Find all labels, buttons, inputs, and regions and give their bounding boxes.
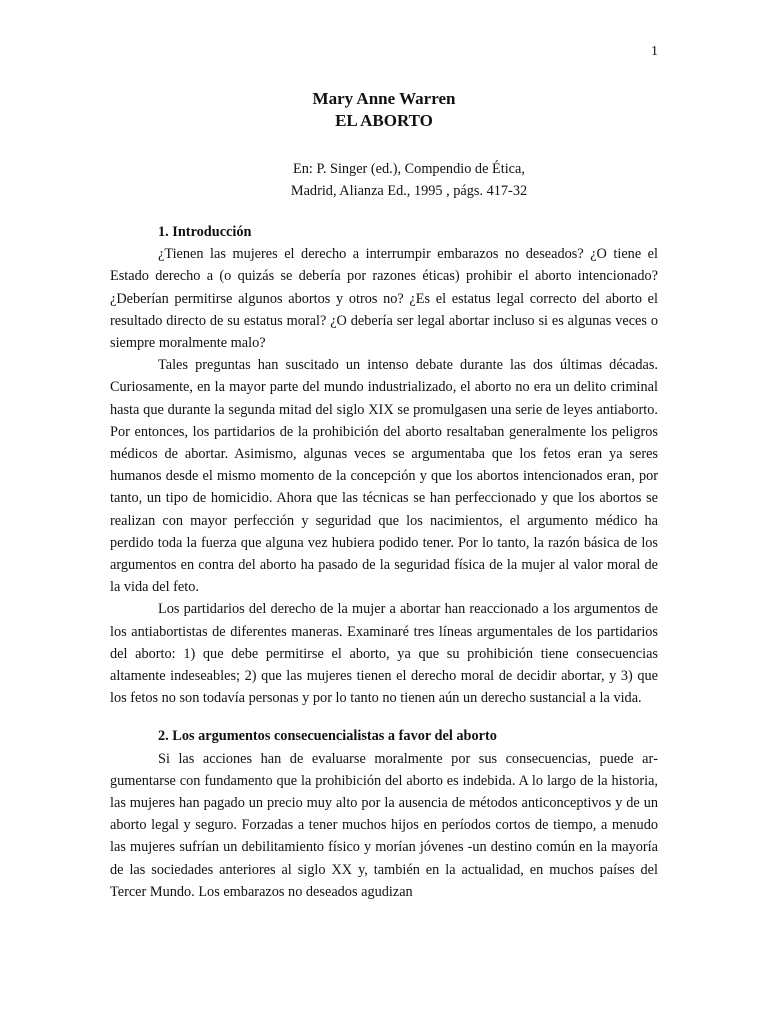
section-heading: 1. Introducción: [158, 224, 252, 240]
document-body: [110, 221, 658, 903]
section-consequentialist-arguments: [110, 725, 658, 903]
section-spacer: [110, 709, 658, 725]
author-name: Mary Anne Warren: [312, 89, 456, 108]
body-paragraph: Tales preguntas han suscitado un intenso debate durante las dos últimas décadas. Curiosamente, en la mayor parte del mundo industrializado, el aborto no era un delito criminal hasta que durante la segunda mitad del siglo XIX se promulgasen una serie de leyes antiaborto. Por entonces, los partidarios de la prohibición del aborto resaltaban generalmente los peligros médicos de abortar. Asimismo, algunas veces se argumentaba que los fetos eran ya seres humanos desde el mismo momento de la concepción y que los abortos intencionados eran, por tanto, un tipo de homicidio. Ahora que las técnicas se han perfeccionado y que los abortos se realizan con mayor perfección y seguridad que los nacimientos, el argumento médico ha perdido toda la fuerza que alguna vez hubiera podido tener. Por lo tanto, la razón básica de los argumentos en contra del aborto ha pasado de la seguridad física de la mujer al valor moral de la vida del feto.: [110, 357, 658, 596]
source-line-1: En: P. Singer (ed.), Compendio de Ética,: [293, 161, 525, 177]
document-title: EL ABORTO: [335, 111, 433, 130]
body-paragraph: ¿Tienen las mujeres el derecho a interrumpir embarazos no deseados? ¿O tiene el Estado derecho a (o quizás se debería por razones éticas) prohibir el aborto intencionado? ¿Deberían permitirse algunos abortos y otros no? ¿Es el estatus legal correcto del aborto el resultado directo de su estatus moral? ¿O debería ser legal abortar incluso si es algunas veces o siempre moralmente malo?: [110, 246, 658, 352]
source-line-2: Madrid, Alianza Ed., 1995 , págs. 417-32: [290, 183, 528, 199]
section-heading: 2. Los argumentos consecuencialistas a favor del aborto: [158, 728, 497, 745]
body-paragraph: Los partidarios del derecho de la mujer a abortar han reaccionado a los argumentos de los antiabortistas de diferentes maneras. Examinaré tres líneas argumentales de los partidarios del aborto: 1) que debe permitirse el aborto, ya que su prohibición tiene consecuencias altamente indeseables; 2) que las mujeres tienen el derecho moral de decidir abortar, y 3) que los fetos no son todavía personas y por lo tanto no tienen aún un derecho sustancial a la vida.: [110, 601, 658, 707]
section-introduction: [110, 221, 658, 709]
source-citation: [0, 158, 768, 202]
body-paragraph: Si las acciones han de evaluarse moralmente por sus consecuencias, puede argumentarse con fundamento que la prohibición del aborto es indebida. A lo largo de la historia, las mujeres han pagado un precio muy alto por la ausencia de métodos anticonceptivos y de un aborto legal y seguro. Forzadas a tener muchos hijos en períodos cortos de tiempo, a menudo las mujeres sufrían un debilitamiento físico y morían jóvenes -un destino común en la mayoría de las sociedades anteriores al siglo XX y, también en la actualidad, en muchos países del Tercer Mundo. Los embarazos no deseados agudizan: [110, 750, 658, 900]
page-number: 1: [651, 44, 658, 59]
document-header: [0, 88, 768, 132]
